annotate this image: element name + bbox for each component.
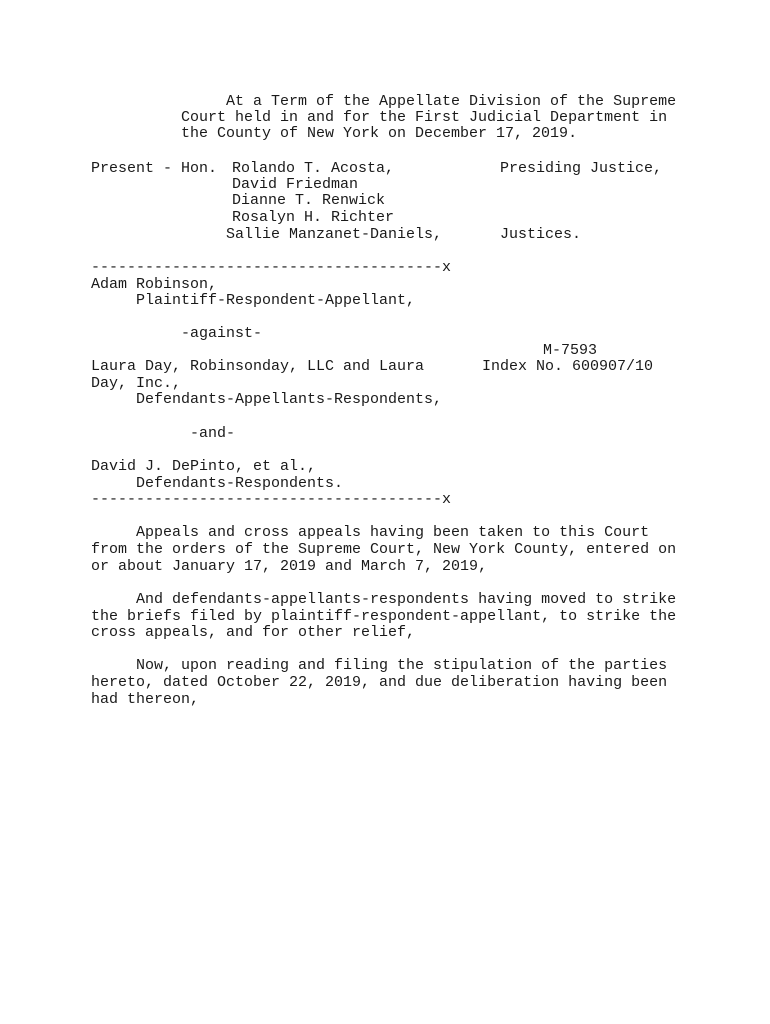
justice-name: Rolando T. Acosta, [232, 160, 395, 177]
and-label: -and- [190, 425, 236, 442]
defendants-line-2: Day, Inc., [91, 375, 182, 392]
paragraph-line: Appeals and cross appeals having been taken to this Court [91, 524, 650, 541]
justices-title: Justices. [500, 226, 582, 243]
term-line-3: the County of New York on December 17, 2019. [181, 125, 578, 142]
motion-number: M-7593 [543, 342, 598, 359]
justice-name: Sallie Manzanet-Daniels, [226, 226, 443, 243]
other-defendants-role: Defendants-Respondents. [136, 475, 344, 492]
defendants-role: Defendants-Appellants-Respondents, [136, 391, 443, 408]
present-label: Present - Hon. [91, 160, 218, 177]
paragraph-line: And defendants-appellants-respondents having moved to strike [91, 591, 677, 608]
index-number: Index No. 600907/10 [482, 358, 654, 375]
paragraph-line: had thereon, [91, 691, 200, 708]
justice-name: Rosalyn H. Richter [232, 209, 395, 226]
paragraph-line: cross appeals, and for other relief, [91, 624, 416, 641]
justice-name: David Friedman [232, 176, 359, 193]
presiding-justice-title: Presiding Justice, [500, 160, 663, 177]
other-defendants-name: David J. DePinto, et al., [91, 458, 317, 475]
justice-name: Dianne T. Renwick [232, 192, 386, 209]
plaintiff-role: Plaintiff-Respondent-Appellant, [136, 292, 416, 309]
plaintiff-name: Adam Robinson, [91, 276, 218, 293]
caption-divider-bottom: ---------------------------------------x [91, 491, 452, 508]
paragraph-line: hereto, dated October 22, 2019, and due deliberation having been [91, 674, 668, 691]
paragraph-line: the briefs filed by plaintiff-respondent-appellant, to strike the [91, 608, 677, 625]
term-line-1: At a Term of the Appellate Division of the Supreme [226, 93, 677, 110]
caption-divider-top: ---------------------------------------x [91, 259, 452, 276]
paragraph-line: or about January 17, 2019 and March 7, 2019, [91, 558, 488, 575]
paragraph-line: from the orders of the Supreme Court, New York County, entered on [91, 541, 677, 558]
term-line-2: Court held in and for the First Judicial Department in [181, 109, 668, 126]
paragraph-line: Now, upon reading and filing the stipulation of the parties [91, 657, 668, 674]
against-label: -against- [181, 325, 263, 342]
defendants-line-1: Laura Day, Robinsonday, LLC and Laura [91, 358, 425, 375]
